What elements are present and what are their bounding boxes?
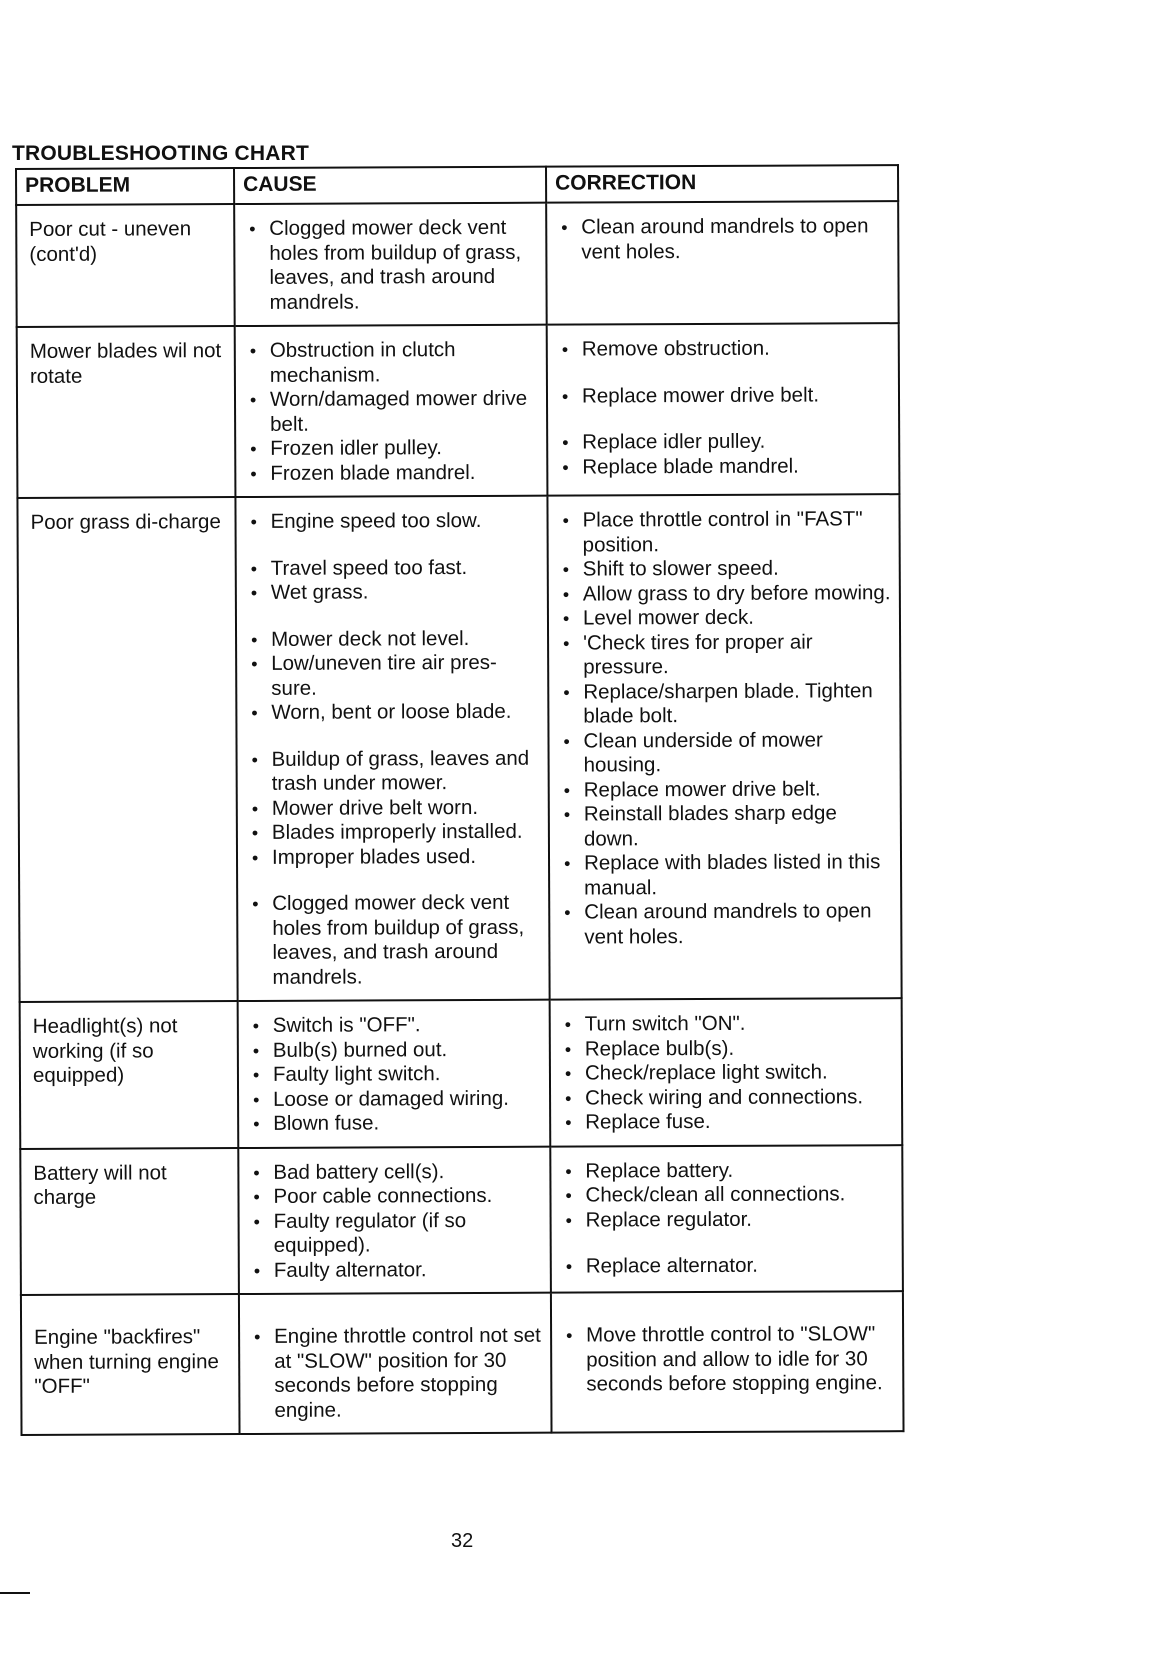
correction-item: • Replace battery. (561, 1158, 893, 1184)
cause-item: • Bad battery cell(s). (249, 1159, 541, 1185)
cause-item: • Faulty light switch. (249, 1062, 541, 1088)
correction-cell (547, 494, 901, 1000)
problem-cell: Battery will not charge (20, 1148, 239, 1295)
cause-cell (238, 1000, 551, 1148)
correction-item: • Check/replace light switch. (561, 1060, 893, 1086)
correction-item: • Check/clean all connections. (561, 1182, 893, 1208)
cause-item: • Engine throttle control not set at "SLOW" position for 30 seconds before stopping engine. (250, 1324, 542, 1423)
table-row (20, 1145, 903, 1295)
cause-item: • Bulb(s) burned out. (249, 1037, 541, 1063)
correction-item: • Clean underside of mower housing. (559, 728, 891, 778)
table-row (17, 494, 901, 1002)
table-row (21, 1291, 904, 1435)
cause-item: • Travel speed too fast. (247, 555, 539, 581)
cause-item: • Mower drive belt worn. (248, 795, 540, 821)
correction-item: • Move throttle control to "SLOW" position and allow to idle for 30 seconds before stopping engine. (562, 1322, 894, 1397)
cause-item: • Clogged mower deck vent holes from buildup of grass, leaves, and trash around mandrels. (248, 891, 540, 990)
cause-item: • Faulty alternator. (250, 1257, 542, 1283)
correction-item: • Replace bulb(s). (561, 1036, 893, 1062)
cause-item: • Mower deck not level. (247, 626, 539, 652)
table-row (20, 998, 903, 1148)
cause-item: • Poor cable connections. (249, 1184, 541, 1210)
correction-cell (547, 323, 900, 496)
correction-item: • Replace fuse. (561, 1109, 893, 1135)
cause-cell (235, 325, 548, 497)
correction-item: • Reinstall blades sharp edge down. (560, 801, 892, 851)
correction-item: • 'Check tires for proper air pressure. (559, 630, 891, 680)
correction-cell (551, 1291, 904, 1433)
correction-item: • Remove obstruction. (558, 336, 890, 362)
correction-item: • Replace blade mandrel. (558, 454, 890, 480)
cause-item: • Blades improperly installed. (248, 820, 540, 846)
cause-item: • Worn/damaged mower drive belt. (246, 387, 538, 437)
troubleshooting-table (15, 164, 905, 1436)
correction-item: • Shift to slower speed. (559, 556, 891, 582)
problem-cell: Headlight(s) not working (if so equipped) (20, 1001, 239, 1148)
cause-cell (239, 1293, 552, 1434)
cause-item: • Faulty regulator (if so equipped). (250, 1208, 542, 1258)
cause-item: • Frozen idler pulley. (246, 436, 538, 462)
cause-item: • Loose or damaged wiring. (249, 1086, 541, 1112)
cause-item: • Improper blades used. (248, 844, 540, 870)
cause-item: • Clogged mower deck vent holes from buildup of grass, leaves, and trash around mandrels. (245, 216, 537, 315)
cause-item: • Buildup of grass, leaves and trash under mower. (248, 746, 540, 796)
correction-item: • Clean around mandrels to open vent holes. (557, 214, 889, 264)
problem-cell: Poor cut - uneven (cont'd) (16, 204, 235, 327)
cause-item: • Obstruction in clutch mechanism. (246, 338, 538, 388)
correction-item: • Allow grass to dry before mowing. (559, 581, 891, 607)
cause-item: • Worn, bent or loose blade. (247, 700, 539, 726)
table-row (16, 201, 899, 327)
problem-cell: Engine "backfires" when turning engine "OFF" (21, 1294, 240, 1435)
correction-item: • Check wiring and connections. (561, 1085, 893, 1111)
cause-cell (238, 1146, 551, 1294)
correction-item: • Replace mower drive belt. (558, 383, 890, 409)
correction-item: • Replace alternator. (562, 1253, 894, 1279)
correction-item: • Replace with blades listed in this manual. (560, 850, 892, 900)
problem-cell: Poor grass di-charge (17, 497, 237, 1002)
cause-cell (235, 496, 549, 1001)
header-correction: CORRECTION (546, 165, 898, 203)
correction-item: • Clean around mandrels to open vent holes. (560, 899, 892, 949)
correction-item: • Level mower deck. (559, 605, 891, 631)
page-number: 32 (451, 1530, 474, 1552)
correction-item: • Place throttle control in "FAST" position. (558, 507, 890, 557)
header-problem: PROBLEM (16, 168, 234, 205)
correction-cell (550, 998, 903, 1146)
header-cause: CAUSE (234, 167, 546, 204)
cause-item: • Wet grass. (247, 580, 539, 606)
correction-item: • Replace/sharpen blade. Tighten blade bolt. (559, 679, 891, 729)
problem-cell: Mower blades wil not rotate (17, 326, 236, 498)
correction-item: • Replace regulator. (562, 1207, 894, 1233)
cause-item: • Engine speed too slow. (246, 509, 538, 535)
cause-cell (234, 203, 547, 326)
correction-item: • Turn switch "ON". (561, 1011, 893, 1037)
correction-cell (550, 1145, 903, 1293)
chart-title: TROUBLESHOOTING CHART (12, 142, 310, 165)
edge-mark (0, 1592, 30, 1594)
correction-item: • Replace mower drive belt. (560, 777, 892, 803)
cause-item: • Frozen blade mandrel. (246, 460, 538, 486)
cause-item: • Switch is "OFF". (249, 1013, 541, 1039)
correction-item: • Replace idler pulley. (558, 429, 890, 455)
table-row (17, 323, 900, 498)
correction-cell (546, 201, 899, 325)
cause-item: • Low/uneven tire air pres-sure. (247, 651, 539, 701)
cause-item: • Blown fuse. (249, 1111, 541, 1137)
header-row (16, 165, 898, 205)
